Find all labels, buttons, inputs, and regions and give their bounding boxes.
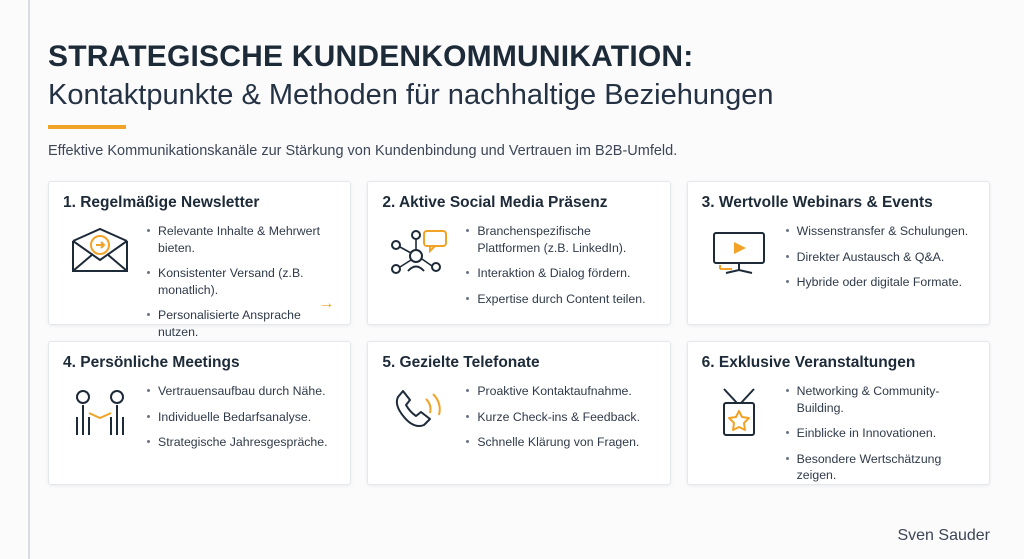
- handshake-icon: [63, 381, 137, 441]
- card-social-media[interactable]: [367, 181, 670, 325]
- list-item: Proaktive Kontaktaufnahme.: [466, 383, 655, 399]
- list-item: Wissenstransfer & Schulungen.: [786, 223, 975, 239]
- card-bullets: [466, 381, 655, 459]
- card-bullets: [786, 381, 975, 492]
- list-item: Individuelle Bedarfsanalyse.: [147, 409, 336, 425]
- list-item: Besondere Wertschätzung zeigen.: [786, 451, 975, 484]
- list-item: Personalisierte Ansprache nutzen.: [147, 307, 336, 340]
- list-item: Einblicke in Innovationen.: [786, 425, 975, 441]
- card-body: [63, 381, 336, 474]
- page-subtitle: Kontaktpunkte & Methoden für nachhaltige Beziehungen: [48, 78, 774, 111]
- card-title: 3. Wertvolle Webinars & Events: [701, 194, 933, 212]
- card-title: 1. Regelmäßige Newsletter: [63, 194, 260, 212]
- list-item: Relevante Inhalte & Mehrwert bieten.: [147, 223, 336, 256]
- card-phone-calls[interactable]: [367, 341, 670, 485]
- card-title: 4. Persönliche Meetings: [63, 354, 240, 372]
- card-body: [382, 221, 655, 316]
- page-title: STRATEGISCHE KUNDENKOMMUNIKATION:: [48, 40, 694, 73]
- author-credit: Sven Sauder: [897, 527, 990, 544]
- list-item: Schnelle Klärung von Fragen.: [466, 434, 655, 450]
- list-item: Direkter Austausch & Q&A.: [786, 249, 975, 265]
- list-item: Vertrauensaufbau durch Nähe.: [147, 383, 336, 399]
- card-bullets: [147, 221, 336, 349]
- presentation-play-icon: [702, 221, 776, 277]
- card-bullets: [786, 221, 975, 299]
- header: [48, 0, 990, 159]
- phone-ringing-icon: [382, 381, 456, 437]
- network-chat-icon: [382, 221, 456, 281]
- card-webinars[interactable]: [687, 181, 990, 325]
- card-body: [702, 221, 975, 314]
- cards-grid: [48, 181, 990, 485]
- arrow-right-icon: →: [318, 295, 335, 313]
- list-item: Strategische Jahresgespräche.: [147, 434, 336, 450]
- card-bullets: [466, 221, 655, 316]
- list-item: Expertise durch Content teilen.: [466, 291, 655, 307]
- list-item: Interaktion & Dialog fördern.: [466, 265, 655, 281]
- list-item: Branchenspezifische Plattformen (z.B. LinkedIn).: [466, 223, 655, 256]
- envelope-share-icon: [63, 221, 137, 277]
- card-bullets: [147, 381, 336, 459]
- badge-star-icon: [702, 381, 776, 441]
- card-meetings[interactable]: [48, 341, 351, 485]
- left-accent-rule: [28, 0, 30, 559]
- card-body: [63, 221, 336, 349]
- list-item: Kurze Check-ins & Feedback.: [466, 409, 655, 425]
- card-title: 5. Gezielte Telefonate: [382, 354, 540, 372]
- list-item: Hybride oder digitale Formate.: [786, 274, 975, 290]
- card-body: [382, 381, 655, 474]
- card-body: [702, 381, 975, 492]
- accent-bar: [48, 125, 126, 129]
- list-item: Networking & Community-Building.: [786, 383, 975, 416]
- card-title: 6. Exklusive Veranstaltungen: [701, 354, 916, 372]
- content-area: [48, 0, 990, 559]
- card-exclusive-events[interactable]: [687, 341, 990, 485]
- card-title: 2. Aktive Social Media Präsenz: [382, 194, 608, 212]
- intro-text: Effektive Kommunikationskanäle zur Stärkung von Kundenbindung und Vertrauen im B2B-Umfeld.: [48, 143, 678, 160]
- list-item: Konsistenter Versand (z.B. monatlich).: [147, 265, 336, 298]
- card-newsletter[interactable]: [48, 181, 351, 339]
